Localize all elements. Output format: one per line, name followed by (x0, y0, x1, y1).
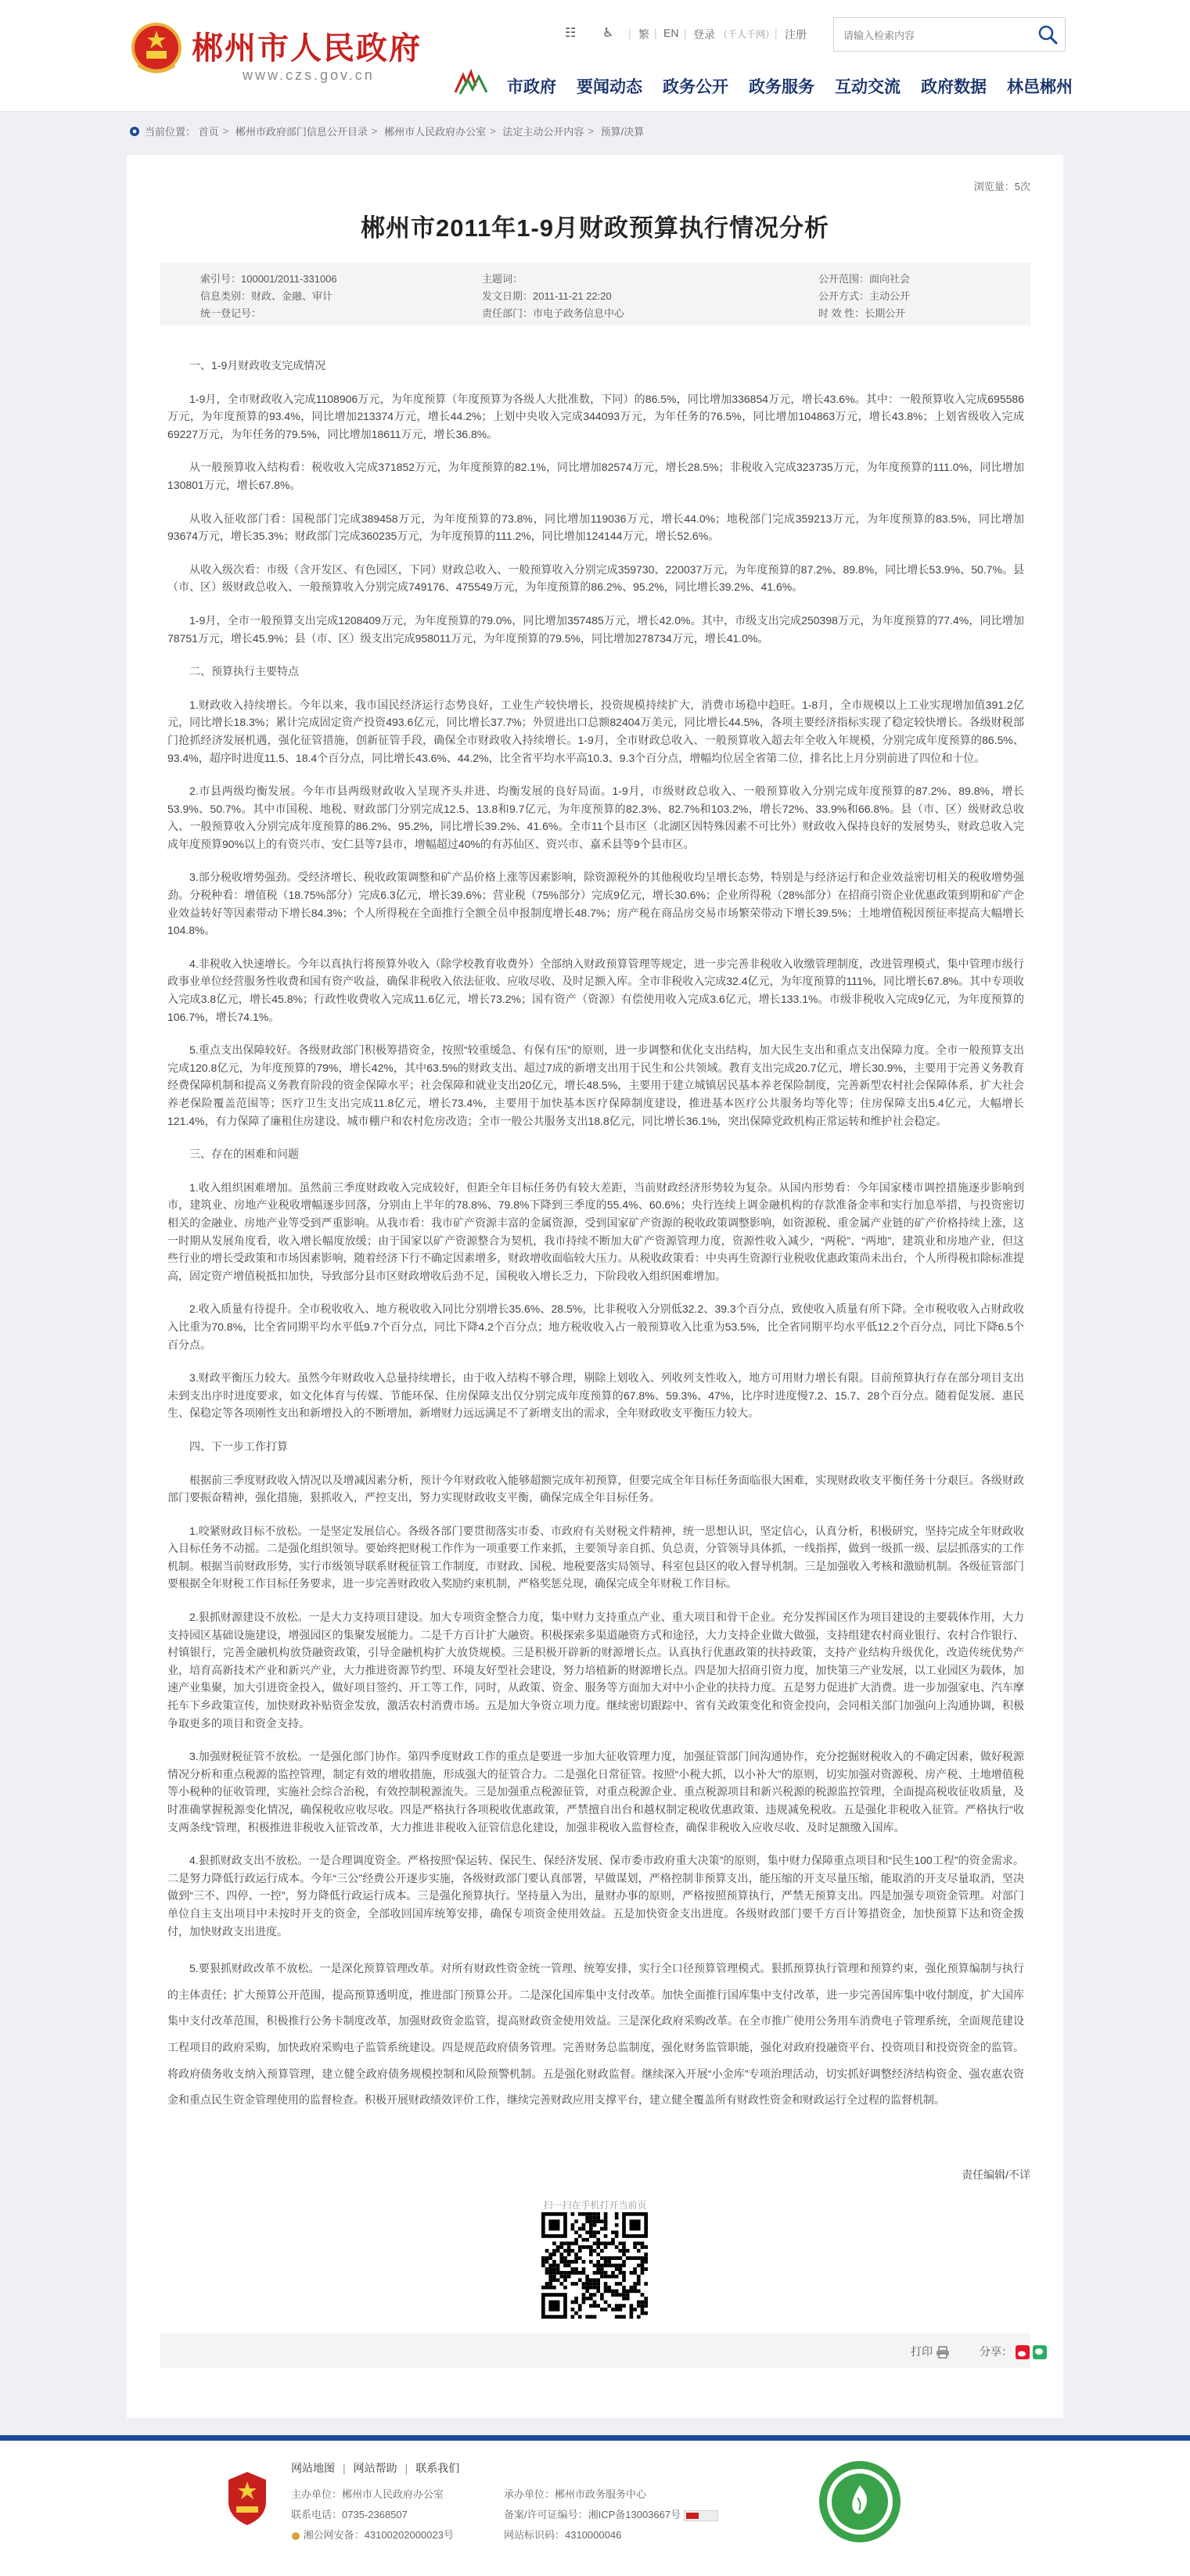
section-heading: 一、1-9月财政收支完成情况 (189, 359, 326, 372)
section-heading: 三、存在的困难和问题 (189, 1148, 299, 1161)
article-tools (160, 2333, 1030, 2368)
site-footer (0, 2441, 1190, 2576)
site-url: www.czs.gov.cn (243, 67, 375, 83)
search-box (833, 17, 1066, 52)
body-paragraph: 3.加强财税征管不放松。一是强化部门协作。第四季度财政工作的重点是要进一步加大征收管理力度，加强征管部门间沟通协作，充分挖掘财税收入的不确定因素，做好税源情况分析和重点税源的监控管理，制定有效的增收措施，形成强大的征管合力。二是强化日常征管。按照“小税大抓，以小补大”的原则，切实加强对资源税、房产税、土地增值税等小税种的征收管理，实施社会综合治税，有效控制税源流失。三是加强重点税源征管，对重点税源企业、重点税源项目和新兴税源的税源监控管理，全面提高税收征收质量，及时准确掌握税源变化情况，确保税收应收尽收。四是严格执行各项税收优惠政策，严禁擅自出台和越权制定税收优惠政策、违规减免税收。五是强化非税收入征管。严格执行“收支两条线”管理，积极推进非税收入征管改革，大力推进非税收入征管信息化建设，加强非税收入监督检查，确保非税收入应收尽收、及时足额缴入国库。 (167, 1750, 1024, 1834)
body-paragraph: 从收入征收部门看：国税部门完成389458万元，为年度预算的73.8%，同比增加119036万元，增长44.0%；地税部门完成359213万元，为年度预算的83.5%，同比增加93674万元，增长35.3%；财政部门完成360235万元，为年度预算的111.2%，同比增加124144万元，增长52.6%。 (167, 512, 1024, 543)
nav-decoration-icon (452, 69, 490, 97)
print-button[interactable] (911, 2344, 950, 2359)
register-link[interactable]: 注册 (785, 28, 807, 41)
english-link[interactable]: EN (663, 27, 679, 39)
body-paragraph: 5.重点支出保障较好。各级财政部门积极筹措资金，按照“较重缓急、有保有压”的原则，进一步调整和优化支出结构，加大民生支出和重点支出保障力度。全市一般预算支出完成120.8亿元，为年度预算的79%，增长42%，其中63.5%的财政支出、超过7成的新增支出用于民生和公共领域。教育支出完成20.7亿元，增长30.9%，主要用于完善义务教育经费保障机制和提高义务教育阶段的资金保障水平；社会保障和就业支出20亿元，增长48.5%，主要用于建立城镇居民基本养老保险制度，完善新型农村社会保障体系，扩大社会养老保险覆盖范围等；医疗卫生支出完成11.8亿元，增长73.4%，主要用于加快基本医疗保障制度建设，推进基本医疗公共服务均等化等；住房保障支出5.4亿元，大幅增长121.4%，有力保障了廉租住房建设、城市棚户和农村危房改造；全市一般公共服务支出18.8亿元，同比增长36.1%，突出保障党政机构正常运转和维护社会稳定。 (167, 1044, 1024, 1127)
footer-sponsor: 主办单位：郴州市人民政府办公室 (291, 2488, 444, 2500)
footer-contact-link[interactable]: 联系我们 (415, 2462, 460, 2474)
body-paragraph: 1.财政收入持续增长。今年以来，我市国民经济运行态势良好，工业生产较快增长，投资规模持续扩大，消费市场稳中趋旺。1-8月，全市规模以上工业实现增加值391.2亿元，同比增长18.3%；累计完成固定资产投资493.6亿元，同比增长37.7%；外贸进出口总额82404万美元，同比增长44.5%，各项主要经济指标实现了稳定较快增长。各级财税部门抢抓经济发展机遇，强化征管措施，创新征管手段，确保全市财政收入持续增长。1-9月，全市财政总收入、一般预算收入超去年全收入年规模，分别完成年度预算的86.5%、93.4%，超序时进度11.5、18.4个百分点，同比增长43.6%、44.2%，比全省平均水平高10.3、9.3个百分点，增幅均位居全省第二位，排名比上月分别前进了四位和十位。 (167, 698, 1024, 764)
body-paragraph: 从一般预算收入结构看：税收收入完成371852万元，为年度预算的82.1%，同比增加82574万元，增长28.5%；非税收入完成323735万元，为年度预算的111.0%，同比增加130801万元，增长67.8%。 (167, 461, 1024, 491)
body-paragraph: 1-9月，全市财政收入完成1108906万元，为年度预算（年度预算为各级人大批准数，下同）的86.5%，同比增加336854万元，增长43.6%。其中：一般预算收入完成695586万元，为年度预算的93.4%，同比增加213374万元，增长44.2%；上划中央收入完成344093万元，为年任务的76.5%，同比增加104863万元，增长43.8%；上划省级收入完成69227万元，为年任务的79.5%，同比增加18611万元，增长36.8%。 (167, 392, 1024, 440)
breadcrumb-office[interactable]: 郴州市人民政府办公室 (384, 126, 487, 138)
body-paragraph: 5.要狠抓财政改革不放松。一是深化预算管理改革。对所有财政性资金统一管理、统筹安排，实行全口径预算管理模式。狠抓预算执行管理和预算约束，强化预算编制与执行的主体责任；扩大预算公开范围，提高预算透明度，推进部门预算公开。二是深化国库集中支付改革。加快全面推行国库集中支付改革，进一步完善国库集中收付制度，扩大国库集中支付改革范围，积极推行公务卡制度改革，加强财政资金监管，提高财政资金使用效益。三是深化政府采购改革。在全市推广使用公务用车消费电子管理系统，全面规范建设工程项目的政府采购，加快政府采购电子监管系统建设。四是规范政府债务管理。完善财务总监制度，强化财务监管职能，强化对政府投融资平台、投资项目和投资资金的监管。将政府债务收支纳入预算管理，建立健全政府债务规模控制和风险预警机制。五是强化财政监督。继续深入开展“小金库”专项治理活动，切实抓好调整经济结构资金、强农惠农资金和重点民生资金管理使用的监督检查。积极开展财政绩效评价工作，继续完善财政应用支撑平台，建立健全覆盖所有财政性资金和财政运行全过程的监督机制。 (167, 1962, 1024, 2107)
qr-label: 扫一扫在手机打开当前页 (543, 2200, 647, 2211)
meta-doc-no: 统一登记号： (200, 307, 262, 319)
breadcrumb-label: 当前位置： (145, 126, 196, 138)
body-paragraph: 从收入级次看：市级（含开发区、有色园区，下同）财政总收入、一般预算收入分别完成359730、220037万元，为年度预算的87.2%、89.8%，同比增长53.9%、50.7%。县（市、区）级财政总收入、一般预算收入分别完成749176、475549万元，为年度预算的86.2%、95.2%，同比增长39.2%、41.6%。 (167, 562, 1024, 594)
party-government-logo[interactable] (225, 2470, 269, 2527)
login-hint: （千人千网） (718, 29, 775, 40)
footer-organizer: 承办单位：郴州市政务服务中心 (504, 2488, 647, 2500)
section-heading: 二、预算执行主要特点 (189, 665, 299, 678)
nav-item-services[interactable]: 政务服务 (749, 78, 814, 96)
body-paragraph: 1.收入组织困难增加。虽然前三季度财政收入完成较好，但距全年目标任务仍有较大差距，当前财政经济形势较为复杂。从国内形势看：今年国家楼市调控措施逐步影响到市，建筑业、房地产业税收增幅逐步回落，分别由上半年的78.8%、79.8%下降到三季度的55.4%、60.6%；央行连续上调金融机构的存款准备金率和实行加息举措，与投资密切相关的金融业、房地产业等受到严重影响。从我市看：我市矿产资源丰富的金属资源，受到国家矿产资源的税收政策调整影响，如资源税、重金属产业链的矿产价格持续上涨，这一时期从发展角度看，收入增长幅度放缓；由于国家以矿产资源整合为契机，我市持续不断加大矿产资源管理力度，资源性收入减少，“两税”、“两地”，建筑业和房地产业，但这些行业的增长受政策和市场因素影响，随着经济下行不确定因素增多，财政增收面临较大压力。从税收政策看：中央再生资源行业税收优惠政策尚未出台，个人所得税扣除标准提高，固定资产增值税抵扣加快，导致部分县市区财政增收后劲不足，国税收入增长乏力，下阶段收入组织困难增加。 (167, 1180, 1024, 1282)
footer-icp[interactable]: 备案/许可证编号：湘ICP备13003667号 (504, 2506, 718, 2521)
weibo-share-icon[interactable] (1016, 2345, 1030, 2359)
body-paragraph: 4.狠抓财政支出不放松。一是合理调度资金。严格按照“保运转、保民生、保经济发展、保市委市政府重大决策”的原则，集中财力保障重点项目和“民生100工程”的资金需求。二是努力降低行政运行成本。今年“三公”经费公开逐步实施，各级财政部门要认真部署，早做谋划，严格控制非预算支出，能压缩的开支尽量压缩，能取消的开支尽量取消，坚决做到“三不、四停、一控”，努力降低行政运行成本。三是强化预算执行。坚持量入为出，量财办事的原则，严格按照预算执行，严禁无预算支出。四是加强专项资金管理。对部门单位自主支出项目中未按时开支的资金，全部收回国库统筹安排，确保专项资金使用效益。五是加快资金支出进度。各级财政部门要千方百计筹措资金，加快预算下达和资金拨付，加快财政支出进度。 (167, 1854, 1024, 1938)
document-meta-table (160, 263, 1030, 325)
view-count: 浏览量：5次 (973, 181, 1030, 192)
footer-divider (0, 2435, 1190, 2441)
meta-department: 责任部门：市电子政务信息中心 (482, 307, 625, 319)
body-paragraph: 3.财政平衡压力较大。虽然今年财政收入总量持续增长，由于收入结构不够合理，剔除上划收入、列收列支性收入，地方可用财力增长有限。目前预算执行存在部分项目支出未到支出序时进度要求，如文化体育与传媒、节能环保、住房保障支出仅分别完成年度预算的67.8%、59.3%、47%，比序时进度慢7.2、15.7、28个百分点。随着促发展、惠民生、保稳定等各项刚性支出和新增投入的不断增加，新增财力远远满足不了新增支出的需求，全年财政收支平衡压力较大。 (167, 1371, 1024, 1420)
login-link[interactable]: 登录 (693, 28, 715, 41)
meta-subject: 主题词： (482, 273, 523, 285)
meta-validity: 时 效 性：长期公开 (818, 307, 906, 319)
nav-item-interaction[interactable]: 互动交流 (835, 78, 901, 96)
nav-item-data[interactable]: 政府数据 (921, 78, 987, 96)
site-header (0, 0, 1190, 112)
share-label: 分享： (980, 2345, 1012, 2358)
meta-scope: 公开范围：面向社会 (818, 273, 911, 285)
footer-sitemap-link[interactable]: 网站地图 (291, 2462, 335, 2474)
nav-item-news[interactable]: 要闻动态 (577, 78, 642, 96)
search-icon[interactable] (1037, 23, 1059, 45)
footer-police-record[interactable]: 湘公网安备：43100202000023号 (291, 2527, 454, 2542)
main-nav (507, 74, 1093, 98)
print-label: 打印 (911, 2345, 933, 2358)
accessibility-icon[interactable]: ☷ (565, 27, 577, 40)
police-badge-icon (291, 2531, 300, 2541)
location-icon (129, 126, 140, 137)
breadcrumb-legal-content[interactable]: 法定主动公开内容 (502, 126, 584, 138)
national-emblem-icon (129, 20, 184, 79)
meta-index-no: 索引号：100001/2011-331006 (200, 273, 337, 285)
body-paragraph: 2.狠抓财源建设不放松。一是大力支持项目建设。加大专项资金整合力度，集中财力支持重点产业、重大项目和骨干企业。充分发挥国区作为项目建设的主要载体作用，大力支持园区基础设施建设，增强园区的集聚发展能力。二是千方百计扩大融资。积极探索多渠道融资方式和途径，大力支持企业做大做强，支持组建农村商业银行、农村合作银行、村镇银行，完善金融机构放贷融资政策，引导金融机构扩大放贷规模。三是积极开辟新的财源增长点。认真执行优惠政策的扶持政策，支持产业结构升级优化，改造传统优势产业，培育高新技术产业和新兴产业，大力推进资源节约型、环境友好型社会建设，努力培植新的财源增长点。四是加大招商引资力度，加快第三产业发展，以工业园区为载体，加速产业集聚，加大引进资金投入，做好项目签约、开工等工作，同时，从政策、资金、服务等方面加大对中小企业的扶持力度。五是努力促进扩大消费。进一步加强家电、汽车摩托车下乡政策宣传，加快财政补贴资金发放，激活农村消费市场。五是加大争资立项力度。继续密切跟踪中、省有关政策变化和资金投向，会同相关部门加强向上沟通协调，积极争取更多的项目和资金支持。 (167, 1611, 1024, 1730)
search-input[interactable] (842, 26, 1025, 45)
body-paragraph: 4.非税收入快速增长。今年以真执行将预算外收入（除学校教育收费外）全部纳入财政预算管理等规定，进一步完善非税收入收缴管理制度，改进管理模式，集中管理市级行政事业单位经营服务性收费和国有资产收益，确保非税收入依法征收、应收尽收、及时足额入库。全市非税收入完成32.4亿元，为年度预算的111%，同比增长67.8%。其中专项收入完成3.8亿元，增长45.8%；行政性收费收入完成11.6亿元，增长73.2%；国有资产（资源）有偿使用收入完成3.6亿元，增长133.1%。市级非税收入完成9亿元，为年度预算的106.7%，增长74.1%。 (167, 957, 1024, 1023)
nav-item-government[interactable]: 市政府 (507, 78, 556, 96)
footer-site-code: 网站标识码：4310000046 (504, 2529, 622, 2541)
body-paragraph: 3.部分税收增势强劲。受经济增长、税收政策调整和矿产品价格上涨等因素影响，除资源税外的其他税收均呈增长态势，特别是与经济运行和企业效益密切相关的税收增势强劲。分税种看：增值税（18.75%部分）完成6.3亿元，增长39.6%；营业税（75%部分）完成9亿元，增长30.6%；企业所得税（28%部分）在招商引资企业优惠政策到期和矿产企业效益转好等因素带动下增长84.3%；个人所得税在全面推行全额全员申报制度增长48.7%；房产税在商品房交易市场繁荣带动下增长39.5%；土地增值税因预征率提高大幅增长104.8%。 (167, 871, 1024, 937)
body-paragraph: 2.市县两级均衡发展。今年市县两级财政收入呈现齐头并进、均衡发展的良好局面。1-9月，市级财政总收入、一般预算收入分别完成年度预算的87.2%、89.8%，增长53.9%、50.7%。其中市国税、地税、财政部门分别完成12.5、13.8和9.7亿元，为年度预算的82.3%、82.7%和103.2%，增长72%、33.9%和66.8%。县（市、区）级财政总收入、一般预算收入分别完成年度预算的86.2%、95.2%，同比增长39.2%、41.6%。全市11个县市区（北湖区因特殊因素不可比外）财政收入保持良好的发展势头，财政总收入完成年度预算90%以上的有资兴市、安仁县等7县市，增幅超过40%的有苏仙区、资兴市、嘉禾县等9个县市区。 (167, 785, 1024, 850)
qr-code-icon (541, 2212, 648, 2319)
body-paragraph: 根据前三季度财政收入情况以及增减因素分析，预计今年财政收入能够超额完成年初预算，但要完成全年目标任务面临很大困难，实现财政收支平衡任务十分艰巨。各级财政部门要振奋精神，强化措施，狠抓收入，严控支出，努力实现财政收支平衡，确保完成全年目标任务。 (167, 1473, 1024, 1504)
meta-method: 公开方式：主动公开 (818, 290, 911, 302)
article-title: 郴州市2011年1-9月财政预算执行情况分析 (360, 214, 830, 242)
footer-help-link[interactable]: 网站帮助 (353, 2462, 397, 2474)
icp-badge-icon (684, 2510, 718, 2521)
top-utility-bar: ☷ ♿ | 繁 | EN | 登录 （千人千网） | 注册 (565, 27, 807, 41)
elder-mode-icon[interactable]: ♿ (602, 27, 614, 40)
breadcrumb-catalog[interactable]: 郴州市政府部门信息公开目录 (235, 126, 368, 138)
error-report-badge-icon[interactable] (817, 2459, 903, 2545)
breadcrumb: 当前位置： 首页 > 郴州市政府部门信息公开目录 > 郴州市人民政府办公室 > 法定主动公开内容 > 预算/决算 (129, 124, 1068, 142)
share-bar (980, 2344, 1047, 2359)
meta-publish-date: 发文日期：2011-11-21 22:20 (482, 290, 612, 302)
breadcrumb-budget[interactable]: 预算/决算 (600, 126, 645, 138)
wechat-share-icon[interactable] (1033, 2345, 1047, 2359)
responsible-editor: 责任编辑/不详 (962, 2168, 1030, 2181)
printer-icon (936, 2346, 950, 2359)
section-heading: 四、下一步工作打算 (189, 1439, 288, 1453)
nav-item-disclosure[interactable]: 政务公开 (663, 78, 728, 96)
article-card (127, 155, 1063, 2418)
nav-item-linyi-chenzhou[interactable]: 林邑郴州 (1007, 78, 1073, 96)
site-title: 郴州市人民政府 (192, 30, 422, 66)
footer-links: 网站地图 | 网站帮助 | 联系我们 (291, 2462, 460, 2474)
meta-info-class: 信息类别：财政、金融、审计 (200, 290, 333, 302)
body-paragraph: 2.收入质量有待提升。全市税收收入、地方税收收入同比分别增长35.6%、28.5%，比非税收入分别低32.2、39.3个百分点，致使收入质量有所下降。全市税收收入占财政收入比重为70.8%，比全省同期平均水平低9.7个百分点，同比下降4.2个百分点；地方税收收入占一般预算收入比重为53.5%，比全省同期平均水平低12.2个百分点，同比下降6.5个百分点。 (167, 1302, 1024, 1351)
body-paragraph: 1.咬紧财政目标不放松。一是坚定发展信心。各级各部门要贯彻落实市委、市政府有关财税文件精神，统一思想认识，坚定信心，认真分析，积极研究，坚持完成全年财政收入目标任务不动摇。二是强化组织领导。要始终把财税工作作为一项重要工作来抓，主要领导亲自抓、负总责，分管领导具体抓，一线指挥，做到一级抓一级、层层抓落实的工作机制。根据当前财政形势，实行市级领导联系财税征管工作制度，市财政、国税、地税要落实局领导、科室包县区的收入督导机制。三是加强收入考核和激励机制。各级征管部门要根据全年财税工作目标任务要求，进一步完善财政收入奖励约束机制，严格奖惩兑现，确保完成全年财税工作目标。 (167, 1524, 1024, 1590)
site-logo[interactable] (129, 17, 442, 95)
breadcrumb-home[interactable]: 首页 (198, 126, 219, 138)
traditional-chinese-link[interactable]: 繁 (638, 28, 649, 41)
article-body (167, 357, 1024, 2129)
footer-phone: 联系电话：0735-2368507 (291, 2509, 408, 2520)
body-paragraph: 1-9月，全市一般预算支出完成1208409万元，为年度预算的79.0%，同比增加357485万元，增长42.0%。其中，市级支出完成250398万元，为年度预算的77.4%，同比增加78751万元，增长45.9%；县（市、区）级支出完成958011万元，为年度预算的79.5%，同比增加278734万元，增长41.0%。 (167, 613, 1024, 645)
